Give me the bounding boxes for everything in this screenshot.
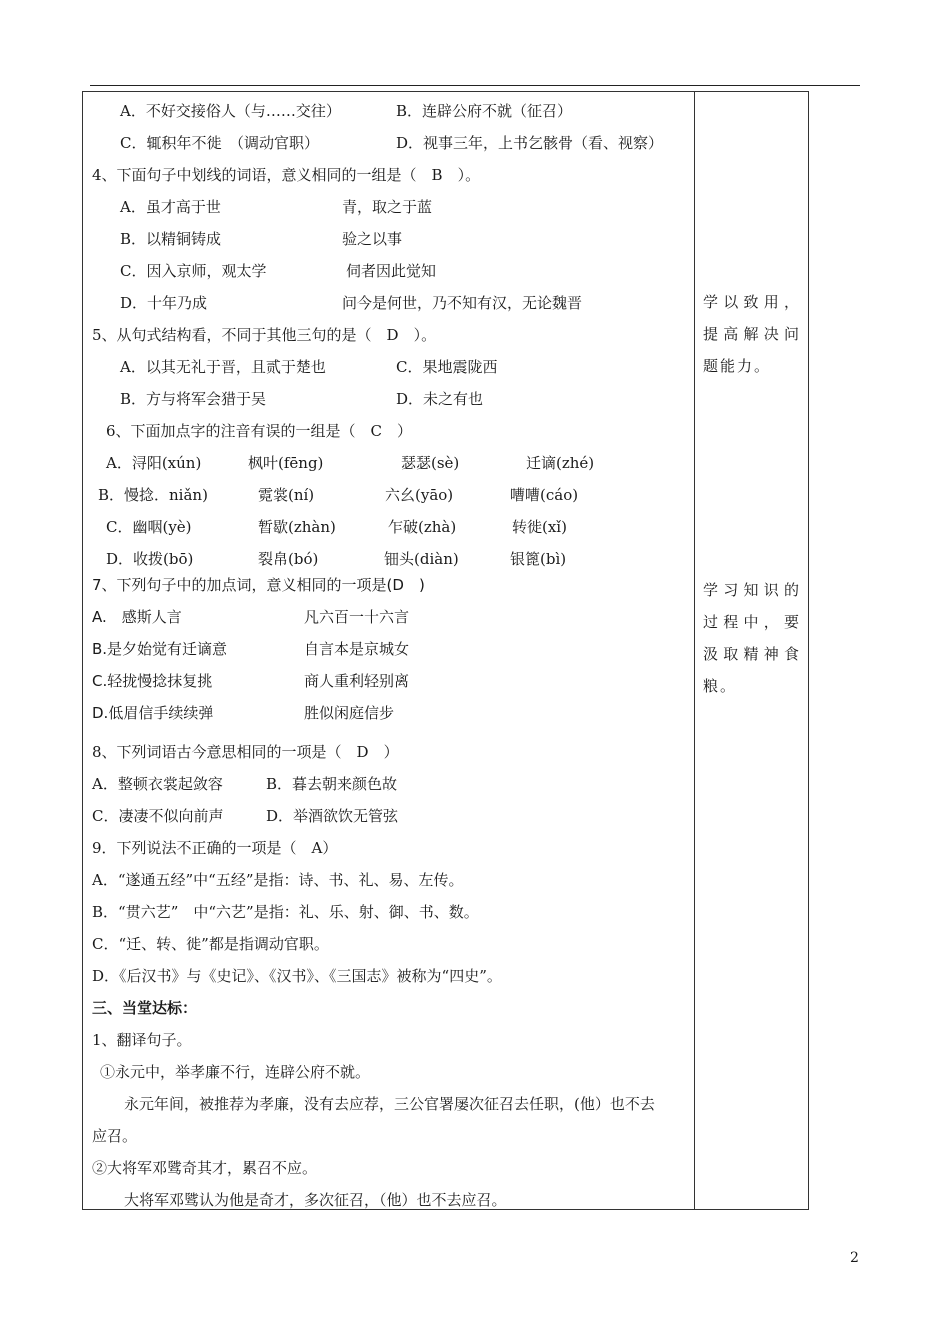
header-rule	[90, 85, 860, 86]
page-number: 2	[850, 1250, 859, 1266]
side-note-1: 学以致用，提高解决问题能力。	[703, 293, 801, 375]
side-note-2: 学习知识的过程中，要汲取精神食粮。	[703, 581, 801, 695]
column-divider	[694, 91, 695, 1210]
